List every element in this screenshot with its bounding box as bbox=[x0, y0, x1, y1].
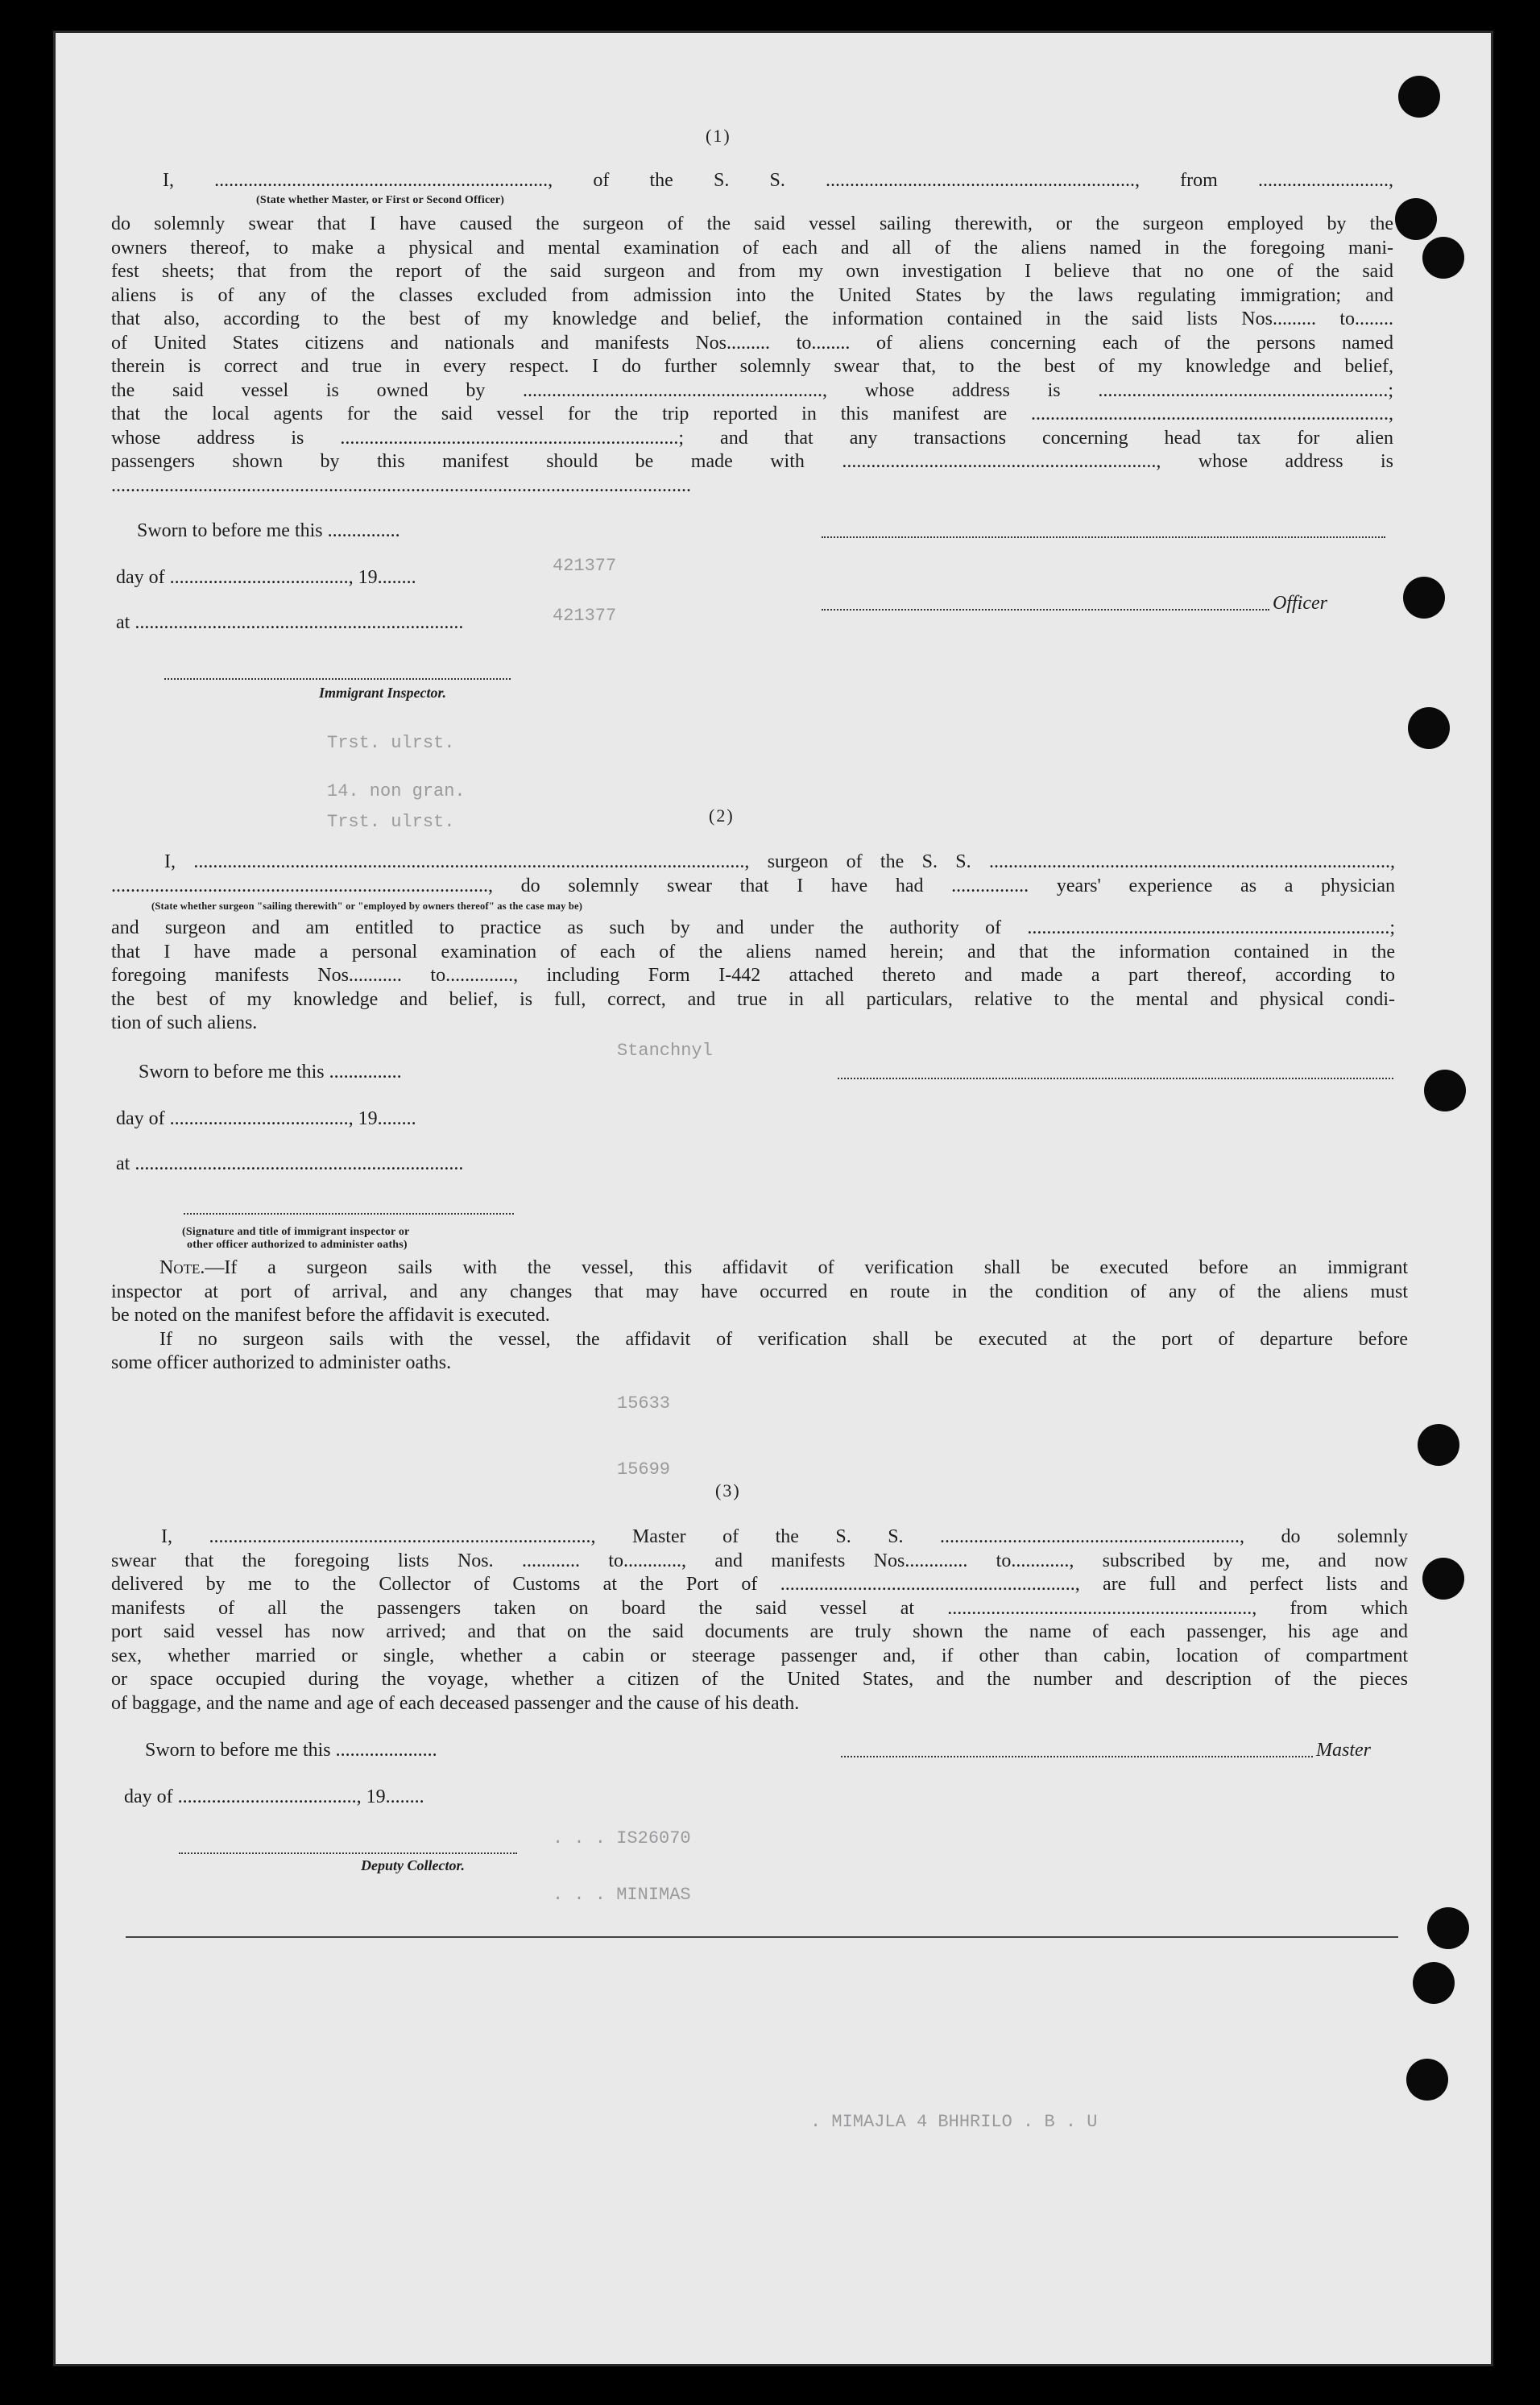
body-line: I, ..............................................................................., Master of the S. S. .............................................................., do solemnly bbox=[161, 1526, 1408, 1547]
body-line: delivered by me to the Collector of Customs at the Port of ............................................................., are full and perfect lists and bbox=[111, 1574, 1408, 1595]
deputy-collector-signature-line bbox=[179, 1852, 517, 1854]
sworn-line-1: Sworn to before me this ............... bbox=[137, 520, 400, 541]
punch-hole bbox=[1403, 577, 1445, 619]
day-of-line-2: day of ....................................., 19........ bbox=[116, 1108, 416, 1129]
bleed-through: . . . MINIMAS bbox=[553, 1885, 691, 1905]
bleed-through: 421377 bbox=[553, 556, 617, 576]
body-line: that the local agents for the said vessel for the trip reported in this manifest are .........................................................................., bbox=[111, 404, 1393, 424]
surgeon-signature-line bbox=[838, 1078, 1393, 1079]
body-line: that I have made a personal examination of each of the aliens named herein; and that the information contained in the bbox=[111, 941, 1395, 962]
note-line bbox=[111, 1256, 1408, 1281]
punch-hole bbox=[1398, 76, 1440, 118]
deputy-collector-label: Deputy Collector. bbox=[361, 1857, 465, 1873]
master-label: Master bbox=[1316, 1740, 1371, 1761]
section-2-number: (2) bbox=[709, 805, 735, 826]
signature-note-1: (Signature and title of immigrant inspector or bbox=[182, 1226, 410, 1238]
signature-note-2: other officer authorized to administer oaths) bbox=[187, 1239, 408, 1251]
officer-label: Officer bbox=[1273, 593, 1327, 614]
section-2-first-lines bbox=[111, 851, 1395, 898]
body-line: ........................................................................................................................ bbox=[111, 474, 691, 496]
at-line-1: at .................................................................... bbox=[116, 612, 464, 633]
day-of-line-3: day of ....................................., 19........ bbox=[124, 1786, 424, 1807]
body-line: therein is correct and true in every respect. I do further solemnly swear that, to the best of my knowledge and belief, bbox=[111, 356, 1393, 377]
body-line: of baggage, and the name and age of each deceased passenger and the cause of his death. bbox=[111, 1692, 800, 1714]
punch-hole bbox=[1424, 1070, 1466, 1111]
body-line: the said vessel is owned by .............................................................., whose address is ............................................................; bbox=[111, 379, 1393, 401]
sworn-line-2: Sworn to before me this ............... bbox=[139, 1062, 402, 1082]
surgeon-title-note: (State whether surgeon "sailing therewith" or "employed by owners thereof" as the case may be) bbox=[151, 900, 583, 912]
section-1-first-line bbox=[163, 169, 1393, 193]
body-line: whose address is ......................................................................; and that any transactions concerning head tax for alien bbox=[111, 427, 1393, 449]
oath-line-surgeon-2: .............................................................................., do solemnly swear that I have had ................ years' experience as a physician bbox=[111, 875, 1395, 896]
body-line: and surgeon and am entitled to practice as such by and under the authority of ...........................................................................; bbox=[111, 917, 1395, 938]
section-3-number: (3) bbox=[715, 1480, 741, 1501]
note-line: inspector at port of arrival, and any changes that may have occurred en route in the condition of any of the aliens must bbox=[111, 1281, 1408, 1302]
bleed-through: 14. non gran. bbox=[327, 781, 466, 801]
body-line: or space occupied during the voyage, whether a citizen of the United States, and the number and description of the pieces bbox=[111, 1669, 1408, 1690]
oath-line-officer: I, ....................................................................., of the S. S. ................................................................, from ..........................., bbox=[163, 170, 1393, 191]
immigrant-inspector-label: Immigrant Inspector. bbox=[319, 685, 447, 701]
body-line: manifests of all the passengers taken on board the said vessel at ..............................................................., from which bbox=[111, 1597, 1408, 1619]
body-line: foregoing manifests Nos........... to.............., including Form I-442 attached thereto and made a part thereof, according to bbox=[111, 965, 1395, 986]
bleed-through: 15633 bbox=[617, 1393, 671, 1414]
bleed-through: . MIMAJLA 4 BHHRILO . B . U bbox=[810, 2112, 1098, 2132]
inspector-signature-line bbox=[164, 678, 511, 680]
note-line: be noted on the manifest before the affidavit is executed. bbox=[111, 1305, 550, 1326]
body-line: do solemnly swear that I have caused the surgeon of the said vessel sailing therewith, or the surgeon employed by the bbox=[111, 213, 1393, 234]
manifest-affidavit-sheet bbox=[53, 31, 1493, 2366]
bleed-through: Trst. ulrst. bbox=[327, 733, 455, 753]
body-line: aliens is of any of the classes excluded from admission into the United States by the laws regulating immigration; and bbox=[111, 284, 1393, 306]
body-line: sex, whether married or single, whether a cabin or steerage passenger and, if other than cabin, location of compartment bbox=[111, 1645, 1408, 1666]
body-line: the best of my knowledge and belief, is full, correct, and true in all particulars, relative to the mental and physical condi- bbox=[111, 988, 1395, 1010]
body-line: port said vessel has now arrived; and that on the said documents are truly shown the name of each passenger, his age and bbox=[111, 1621, 1408, 1642]
bleed-through: 15699 bbox=[617, 1459, 671, 1480]
punch-hole bbox=[1427, 1907, 1469, 1949]
punch-hole bbox=[1422, 1558, 1464, 1600]
oath-line-surgeon: I, .................................................................................................................., surgeon of the S. S. ..................................................................................., bbox=[164, 851, 1395, 872]
if-line: If no surgeon sails with the vessel, the affidavit of verification shall be executed at the port of departure before bbox=[159, 1328, 1408, 1350]
section-1-body bbox=[111, 213, 1393, 498]
body-line: fest sheets; that from the report of the said surgeon and from my own investigation I believe that no one of the said bbox=[111, 261, 1393, 282]
note-label: Note. bbox=[159, 1257, 205, 1278]
bleed-through: . . . IS26070 bbox=[553, 1828, 691, 1848]
if-line: some officer authorized to administer oaths. bbox=[111, 1352, 452, 1373]
at-line-2: at .................................................................... bbox=[116, 1153, 464, 1174]
punch-hole bbox=[1395, 198, 1437, 240]
section-2-body bbox=[111, 917, 1395, 1036]
punch-hole bbox=[1413, 1962, 1455, 2004]
punch-hole bbox=[1406, 2059, 1448, 2101]
bottom-rule bbox=[126, 1936, 1398, 1938]
note-text: —If a surgeon sails with the vessel, this affidavit of verification shall be executed before an immigrant bbox=[205, 1257, 1408, 1278]
body-line: owners thereof, to make a physical and mental examination of each and all of the aliens named in the foregoing mani- bbox=[111, 237, 1393, 259]
officer-signature-line bbox=[822, 536, 1385, 538]
body-line: of United States citizens and nationals and manifests Nos......... to........ of aliens concerning each of the persons named bbox=[111, 332, 1393, 354]
punch-hole bbox=[1422, 237, 1464, 279]
punch-hole bbox=[1418, 1424, 1459, 1466]
bleed-through: Stanchnyl bbox=[617, 1041, 713, 1061]
section-3-body bbox=[111, 1525, 1408, 1716]
bleed-through: 421377 bbox=[553, 606, 617, 626]
section-1-number: (1) bbox=[706, 126, 731, 146]
section-2-note bbox=[111, 1256, 1408, 1376]
bleed-through: Trst. ulrst. bbox=[327, 812, 455, 832]
officer-line bbox=[822, 609, 1269, 611]
master-signature-line bbox=[841, 1756, 1313, 1757]
day-of-line-1: day of ....................................., 19........ bbox=[116, 567, 416, 588]
officer-title-note: (State whether Master, or First or Second Officer) bbox=[256, 194, 505, 206]
body-line: swear that the foregoing lists Nos. ............ to............, and manifests Nos............. to............, subscribed by me, and now bbox=[111, 1550, 1408, 1571]
officer-oath-signature-line bbox=[184, 1213, 514, 1215]
body-line: that also, according to the best of my knowledge and belief, the information contained in the said lists Nos......... to........ bbox=[111, 308, 1393, 329]
sworn-line-3: Sworn to before me this ..................... bbox=[145, 1740, 437, 1761]
punch-hole bbox=[1408, 707, 1450, 749]
body-line: passengers shown by this manifest should be made with ................................................................., whose address is bbox=[111, 451, 1393, 472]
body-line: tion of such aliens. bbox=[111, 1012, 258, 1033]
